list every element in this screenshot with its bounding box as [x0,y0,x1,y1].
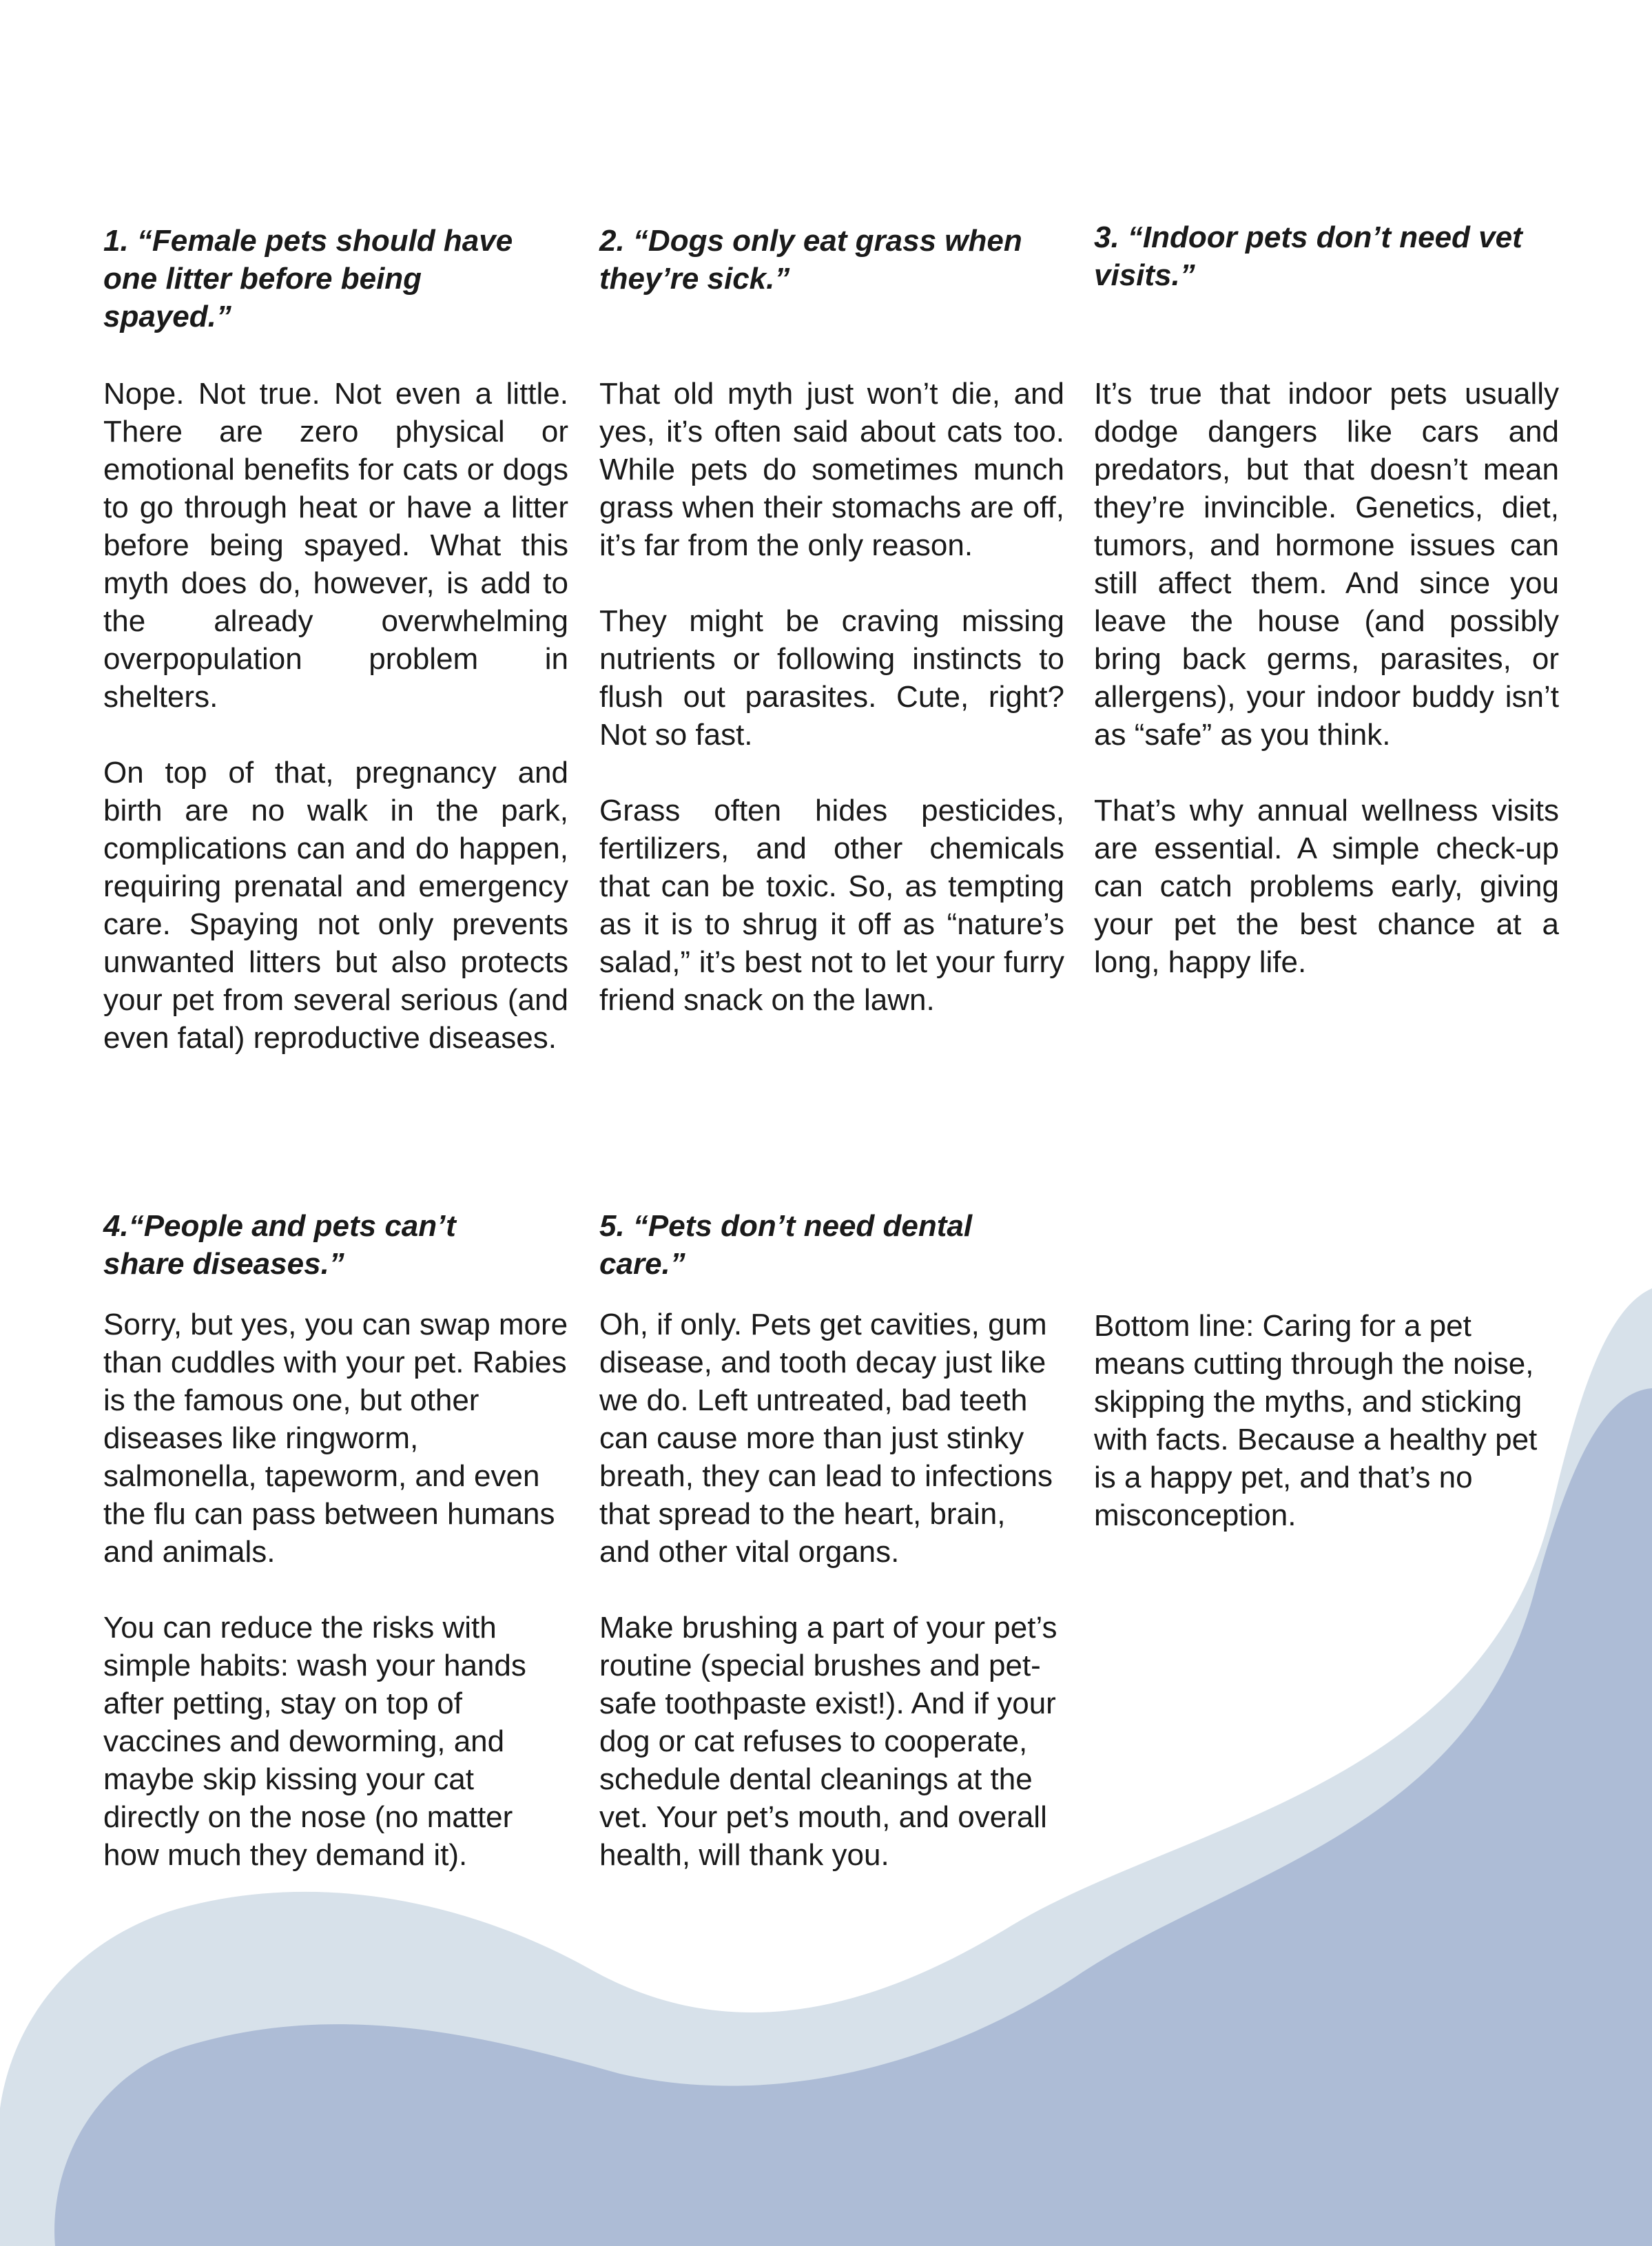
myth-4-heading: 4.“People and pets can’t share diseases.” [103,1209,456,1281]
myth-5-paragraph-2: Make brushing a part of your pet’s routine (special brushes and pet-safe toothpaste exist!). And if your dog or cat refuses to cooperate, schedule dental cleanings at the vet. Your pet’s mouth, and overall health, will thank you. [599,1611,1057,1872]
myth-4-paragraph-1: Sorry, but yes, you can swap more than cuddles with your pet. Rabies is the famous one, but other diseases like ringworm, salmonella, tapeworm, and even the flu can pass between humans and animals. [103,1308,568,1569]
myth-3-paragraph-2: That’s why annual wellness visits are essential. A simple check-up can catch problems early, giving your pet the best chance at a long, happy life. [1094,794,1559,979]
myth-5-heading: 5. “Pets don’t need dental care.” [599,1209,973,1281]
myth-1-heading: 1. “Female pets should have one litter before being spayed.” [103,224,513,333]
conclusion-block [1094,1307,1559,1534]
myth-1-paragraph-1: Nope. Not true. Not even a little. There are zero physical or emotional benefits for cats or dogs to go through heat or have a litter before being spayed. What this myth does do, however, is add to the already overwhelming overpopulation problem in shelters. [103,377,568,714]
myth-3-block [1094,218,1559,981]
myth-2-block [599,222,1064,1019]
myth-2-paragraph-1: That old myth just won’t die, and yes, it’s often said about cats too. While pets do sometimes munch grass when their stomachs are off, it’s far from the only reason. [599,377,1064,562]
myth-2-paragraph-2: They might be craving missing nutrients or following instincts to flush out parasites. Cute, right? Not so fast. [599,604,1064,752]
myth-5-block [599,1207,1064,1874]
myth-3-paragraph-1: It’s true that indoor pets usually dodge dangers like cars and predators, but that doesn’t mean they’re invincible. Genetics, diet, tumors, and hormone issues can still affect them. And since you leave the house (and possibly bring back germs, parasites, or allergens), your indoor buddy isn’t as “safe” as you think. [1094,377,1559,752]
myth-5-paragraph-1: Oh, if only. Pets get cavities, gum disease, and tooth decay just like we do. Left untreated, bad teeth can cause more than just stinky breath, they can lead to infections that spread to the heart, brain, and other vital organs. [599,1308,1053,1569]
myth-3-heading: 3. “Indoor pets don’t need vet visits.” [1094,220,1522,292]
myth-4-paragraph-2: You can reduce the risks with simple habits: wash your hands after petting, stay on top of vaccines and deworming, and maybe skip kissing your cat directly on the nose (no matter how much they demand it). [103,1611,526,1872]
conclusion-paragraph: Bottom line: Caring for a pet means cutting through the noise, skipping the myths, and sticking with facts. Because a healthy pet is a happy pet, and that’s no misconception. [1094,1309,1538,1532]
myth-2-heading: 2. “Dogs only eat grass when they’re sick.” [599,224,1022,296]
myth-2-paragraph-3: Grass often hides pesticides, fertilizers, and other chemicals that can be toxic. So, as tempting as it is to shrug it off as “nature’s salad,” it’s best not to let your furry friend snack on the lawn. [599,794,1064,1017]
myth-1-block [103,222,568,1057]
myth-4-block [103,1207,568,1874]
myth-1-paragraph-2: On top of that, pregnancy and birth are no walk in the park, complications can and do happen, requiring prenatal and emergency care. Spaying not only prevents unwanted litters but also protects your pet from several serious (and even fatal) reproductive diseases. [103,756,568,1055]
